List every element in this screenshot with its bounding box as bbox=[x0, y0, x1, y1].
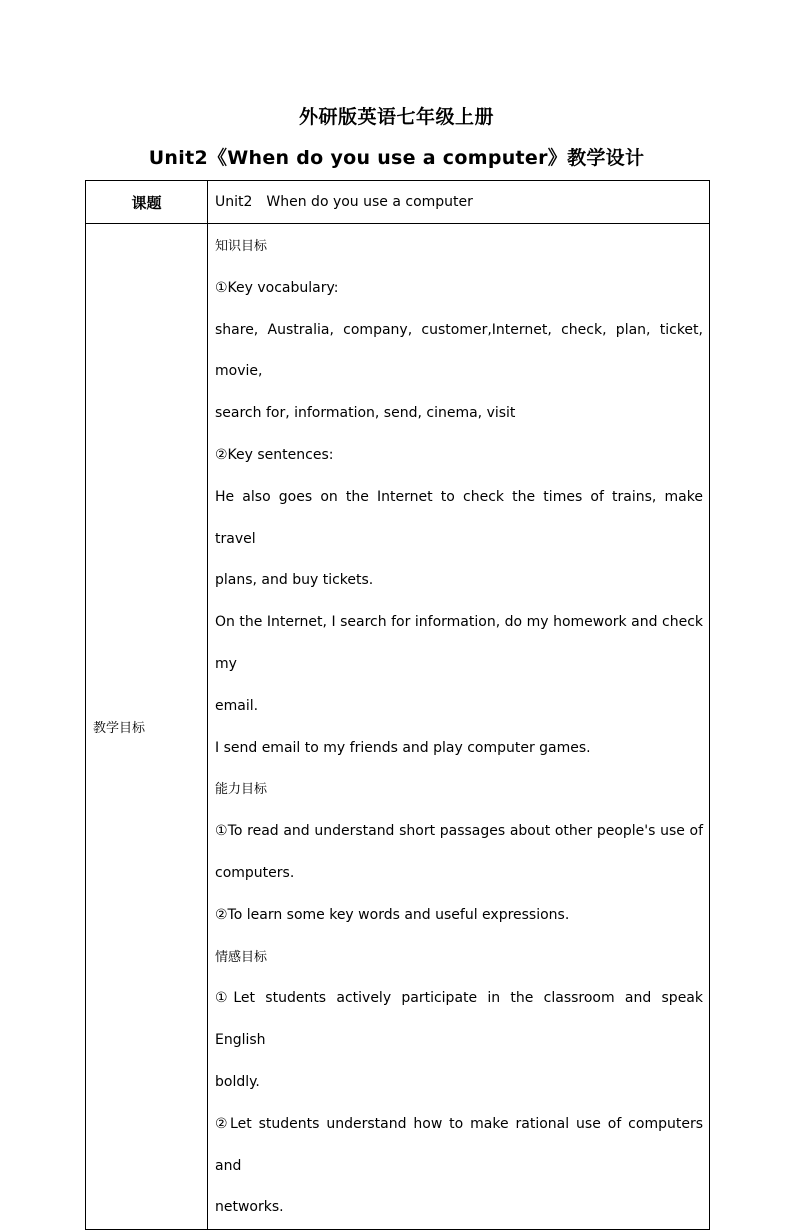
ability-item: computers. bbox=[215, 864, 295, 881]
sentence-line: I send email to my friends and play computer games. bbox=[215, 739, 591, 756]
topic-label: 课题 bbox=[86, 181, 208, 224]
goals-content bbox=[208, 224, 710, 1230]
topic-unit: Unit2 bbox=[215, 194, 253, 210]
sentences-heading: ②Key sentences: bbox=[215, 446, 334, 463]
emotion-item: ②Let students understand how to make rational use of computers and bbox=[215, 1115, 703, 1174]
emotion-item: networks. bbox=[215, 1199, 284, 1216]
document-title bbox=[0, 100, 793, 175]
title-line-unit: Unit2《When do you use a computer》教学设计 bbox=[148, 147, 645, 169]
lesson-plan-table bbox=[85, 180, 710, 1230]
vocab-line: search for, information, send, cinema, visit bbox=[215, 405, 516, 422]
table-row-topic bbox=[86, 181, 710, 224]
topic-value bbox=[208, 181, 710, 224]
sentence-line: plans, and buy tickets. bbox=[215, 572, 374, 589]
title-line-textbook: 外研版英语七年级上册 bbox=[298, 106, 494, 128]
goals-label: 教学目标 bbox=[86, 224, 208, 1230]
ability-item: ①To read and understand short passages about other people's use of bbox=[215, 823, 703, 840]
ability-item: ②To learn some key words and useful expressions. bbox=[215, 906, 570, 923]
sentence-line: On the Internet, I search for information, do my homework and check my bbox=[215, 614, 703, 672]
sentence-line: email. bbox=[215, 697, 259, 714]
vocab-heading: ①Key vocabulary: bbox=[215, 279, 339, 296]
sentence-line: He also goes on the Internet to check the times of trains, make travel bbox=[215, 488, 703, 547]
emotion-heading: 情感目标 bbox=[215, 949, 268, 965]
emotion-item: boldly. bbox=[215, 1073, 260, 1090]
vocab-line: share, Australia, company, customer,Internet, check, plan, ticket, movie, bbox=[215, 321, 703, 380]
knowledge-heading: 知识目标 bbox=[215, 239, 268, 254]
ability-heading: 能力目标 bbox=[215, 782, 268, 798]
topic-title: When do you use a computer bbox=[266, 194, 473, 210]
emotion-item: ①Let students actively participate in the classroom and speak English bbox=[215, 990, 703, 1049]
table-row-goals bbox=[86, 224, 710, 1230]
